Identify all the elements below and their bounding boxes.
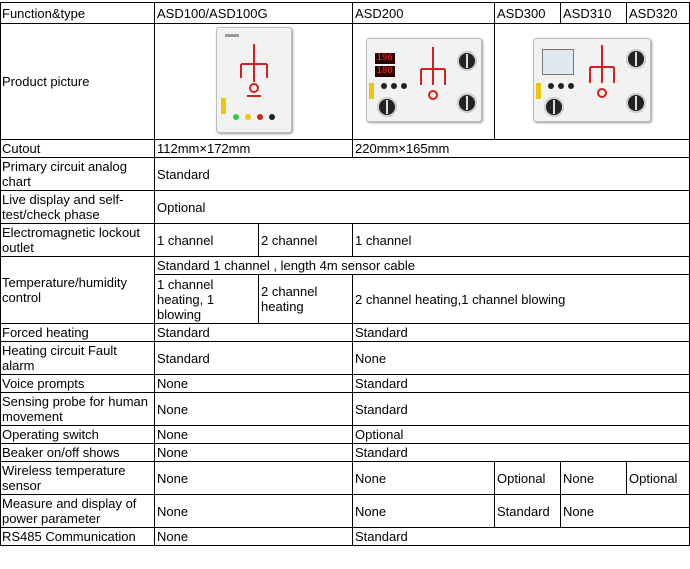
asd100-device-image (216, 27, 292, 133)
selector-knob-icon (626, 49, 646, 69)
cell-forced-heating-asd100: Standard (155, 324, 353, 342)
selector-knob-icon (544, 97, 564, 117)
cell-voice-asd100: None (155, 375, 353, 393)
cell-heating-fault-asd200plus: None (353, 342, 690, 375)
cell-wireless-temp-asd300: Optional (495, 462, 561, 495)
asd300-picture (495, 24, 690, 140)
cell-operating-switch-asd100: None (155, 426, 353, 444)
lcd-screen-icon (542, 49, 574, 75)
table-row (1, 444, 690, 462)
cell-forced-heating-asd200plus: Standard (353, 324, 690, 342)
asd300-device-image (533, 38, 651, 122)
table-row (1, 528, 690, 546)
cell-power-param-asd310plus: None (561, 495, 690, 528)
cell-voice-asd200plus: Standard (353, 375, 690, 393)
row-label-temp-humidity: Temperature/humidity control (1, 257, 155, 324)
asd310-header: ASD310 (561, 3, 627, 24)
cell-breaker-shows-asd100: None (155, 444, 353, 462)
cell-breaker-shows-asd200plus: Standard (353, 444, 690, 462)
cell-cutout-asd200plus: 220mm×165mm (353, 140, 690, 158)
asd200-header: ASD200 (353, 3, 495, 24)
table-row (1, 257, 690, 275)
cell-heating-fault-asd100: Standard (155, 342, 353, 375)
feature-header: Function&type (1, 3, 155, 24)
cell-wireless-temp-asd320: Optional (627, 462, 690, 495)
row-label-lockout: Electromagnetic lockout outlet (1, 224, 155, 257)
row-label-power-param: Measure and display of power parameter (1, 495, 155, 528)
row-label-analog-chart: Primary circuit analog chart (1, 158, 155, 191)
row-label-breaker-shows: Beaker on/off shows (1, 444, 155, 462)
table-row (1, 393, 690, 426)
cell-sensing-probe-asd200plus: Standard (353, 393, 690, 426)
cell-power-param-asd200: None (353, 495, 495, 528)
cell-operating-switch-asd200plus: Optional (353, 426, 690, 444)
table-row (1, 375, 690, 393)
cell-live-display: Optional (155, 191, 690, 224)
asd200-device-image (366, 38, 482, 122)
asd200-display-top: 196 (376, 53, 393, 63)
row-label-voice: Voice prompts (1, 375, 155, 393)
row-label-forced-heating: Forced heating (1, 324, 155, 342)
asd100-header: ASD100/ASD100G (155, 3, 353, 24)
table-row (1, 324, 690, 342)
table-row (1, 158, 690, 191)
cell-analog-chart: Standard (155, 158, 690, 191)
asd200-display-bottom: 180 (376, 66, 393, 76)
row-label-cutout: Cutout (1, 140, 155, 158)
operating-switch-icon (457, 93, 477, 113)
table-row (1, 342, 690, 375)
cell-wireless-temp-asd310: None (561, 462, 627, 495)
picture-row (1, 24, 690, 140)
selector-knob-icon (377, 97, 397, 117)
cell-temp-humidity-common: Standard 1 channel , length 4m sensor cable (155, 257, 690, 275)
cell-rs485-asd100: None (155, 528, 353, 546)
comparison-table (0, 2, 690, 546)
cell-temp-humidity-asd100: 1 channel heating, 1 blowing (155, 275, 259, 324)
circuit-mimic-icon (227, 42, 281, 100)
row-label-live-display: Live display and self-test/check phase (1, 191, 155, 224)
row-label-operating-switch: Operating switch (1, 426, 155, 444)
table-row (1, 462, 690, 495)
circuit-mimic-icon (582, 43, 622, 109)
row-label-heating-fault: Heating circuit Fault alarm (1, 342, 155, 375)
table-row (1, 140, 690, 158)
asd320-header: ASD320 (627, 3, 690, 24)
table-row (1, 224, 690, 257)
asd300-header: ASD300 (495, 3, 561, 24)
row-label-rs485: RS485 Communication (1, 528, 155, 546)
cell-rs485-asd200plus: Standard (353, 528, 690, 546)
row-label-sensing-probe: Sensing probe for human movement (1, 393, 155, 426)
table-row (1, 426, 690, 444)
cell-power-param-asd300: Standard (495, 495, 561, 528)
table-row (1, 495, 690, 528)
row-label-wireless-temp: Wireless temperature sensor (1, 462, 155, 495)
cell-lockout-asd200plus: 1 channel (353, 224, 690, 257)
cell-temp-humidity-asd100g: 2 channel heating (259, 275, 353, 324)
header-row (1, 3, 690, 24)
cell-temp-humidity-asd200plus: 2 channel heating,1 channel blowing (353, 275, 690, 324)
cell-lockout-asd100g: 2 channel (259, 224, 353, 257)
operating-switch-icon (626, 93, 646, 113)
asd100-picture (155, 24, 353, 140)
selector-knob-icon (457, 51, 477, 71)
cell-wireless-temp-asd100: None (155, 462, 353, 495)
table-row (1, 191, 690, 224)
cell-lockout-asd100: 1 channel (155, 224, 259, 257)
cell-power-param-asd100: None (155, 495, 353, 528)
cell-cutout-asd100: 112mm×172mm (155, 140, 353, 158)
row-label-picture: Product picture (1, 24, 155, 140)
asd200-picture (353, 24, 495, 140)
cell-sensing-probe-asd100: None (155, 393, 353, 426)
circuit-mimic-icon (413, 45, 453, 111)
cell-wireless-temp-asd200: None (353, 462, 495, 495)
